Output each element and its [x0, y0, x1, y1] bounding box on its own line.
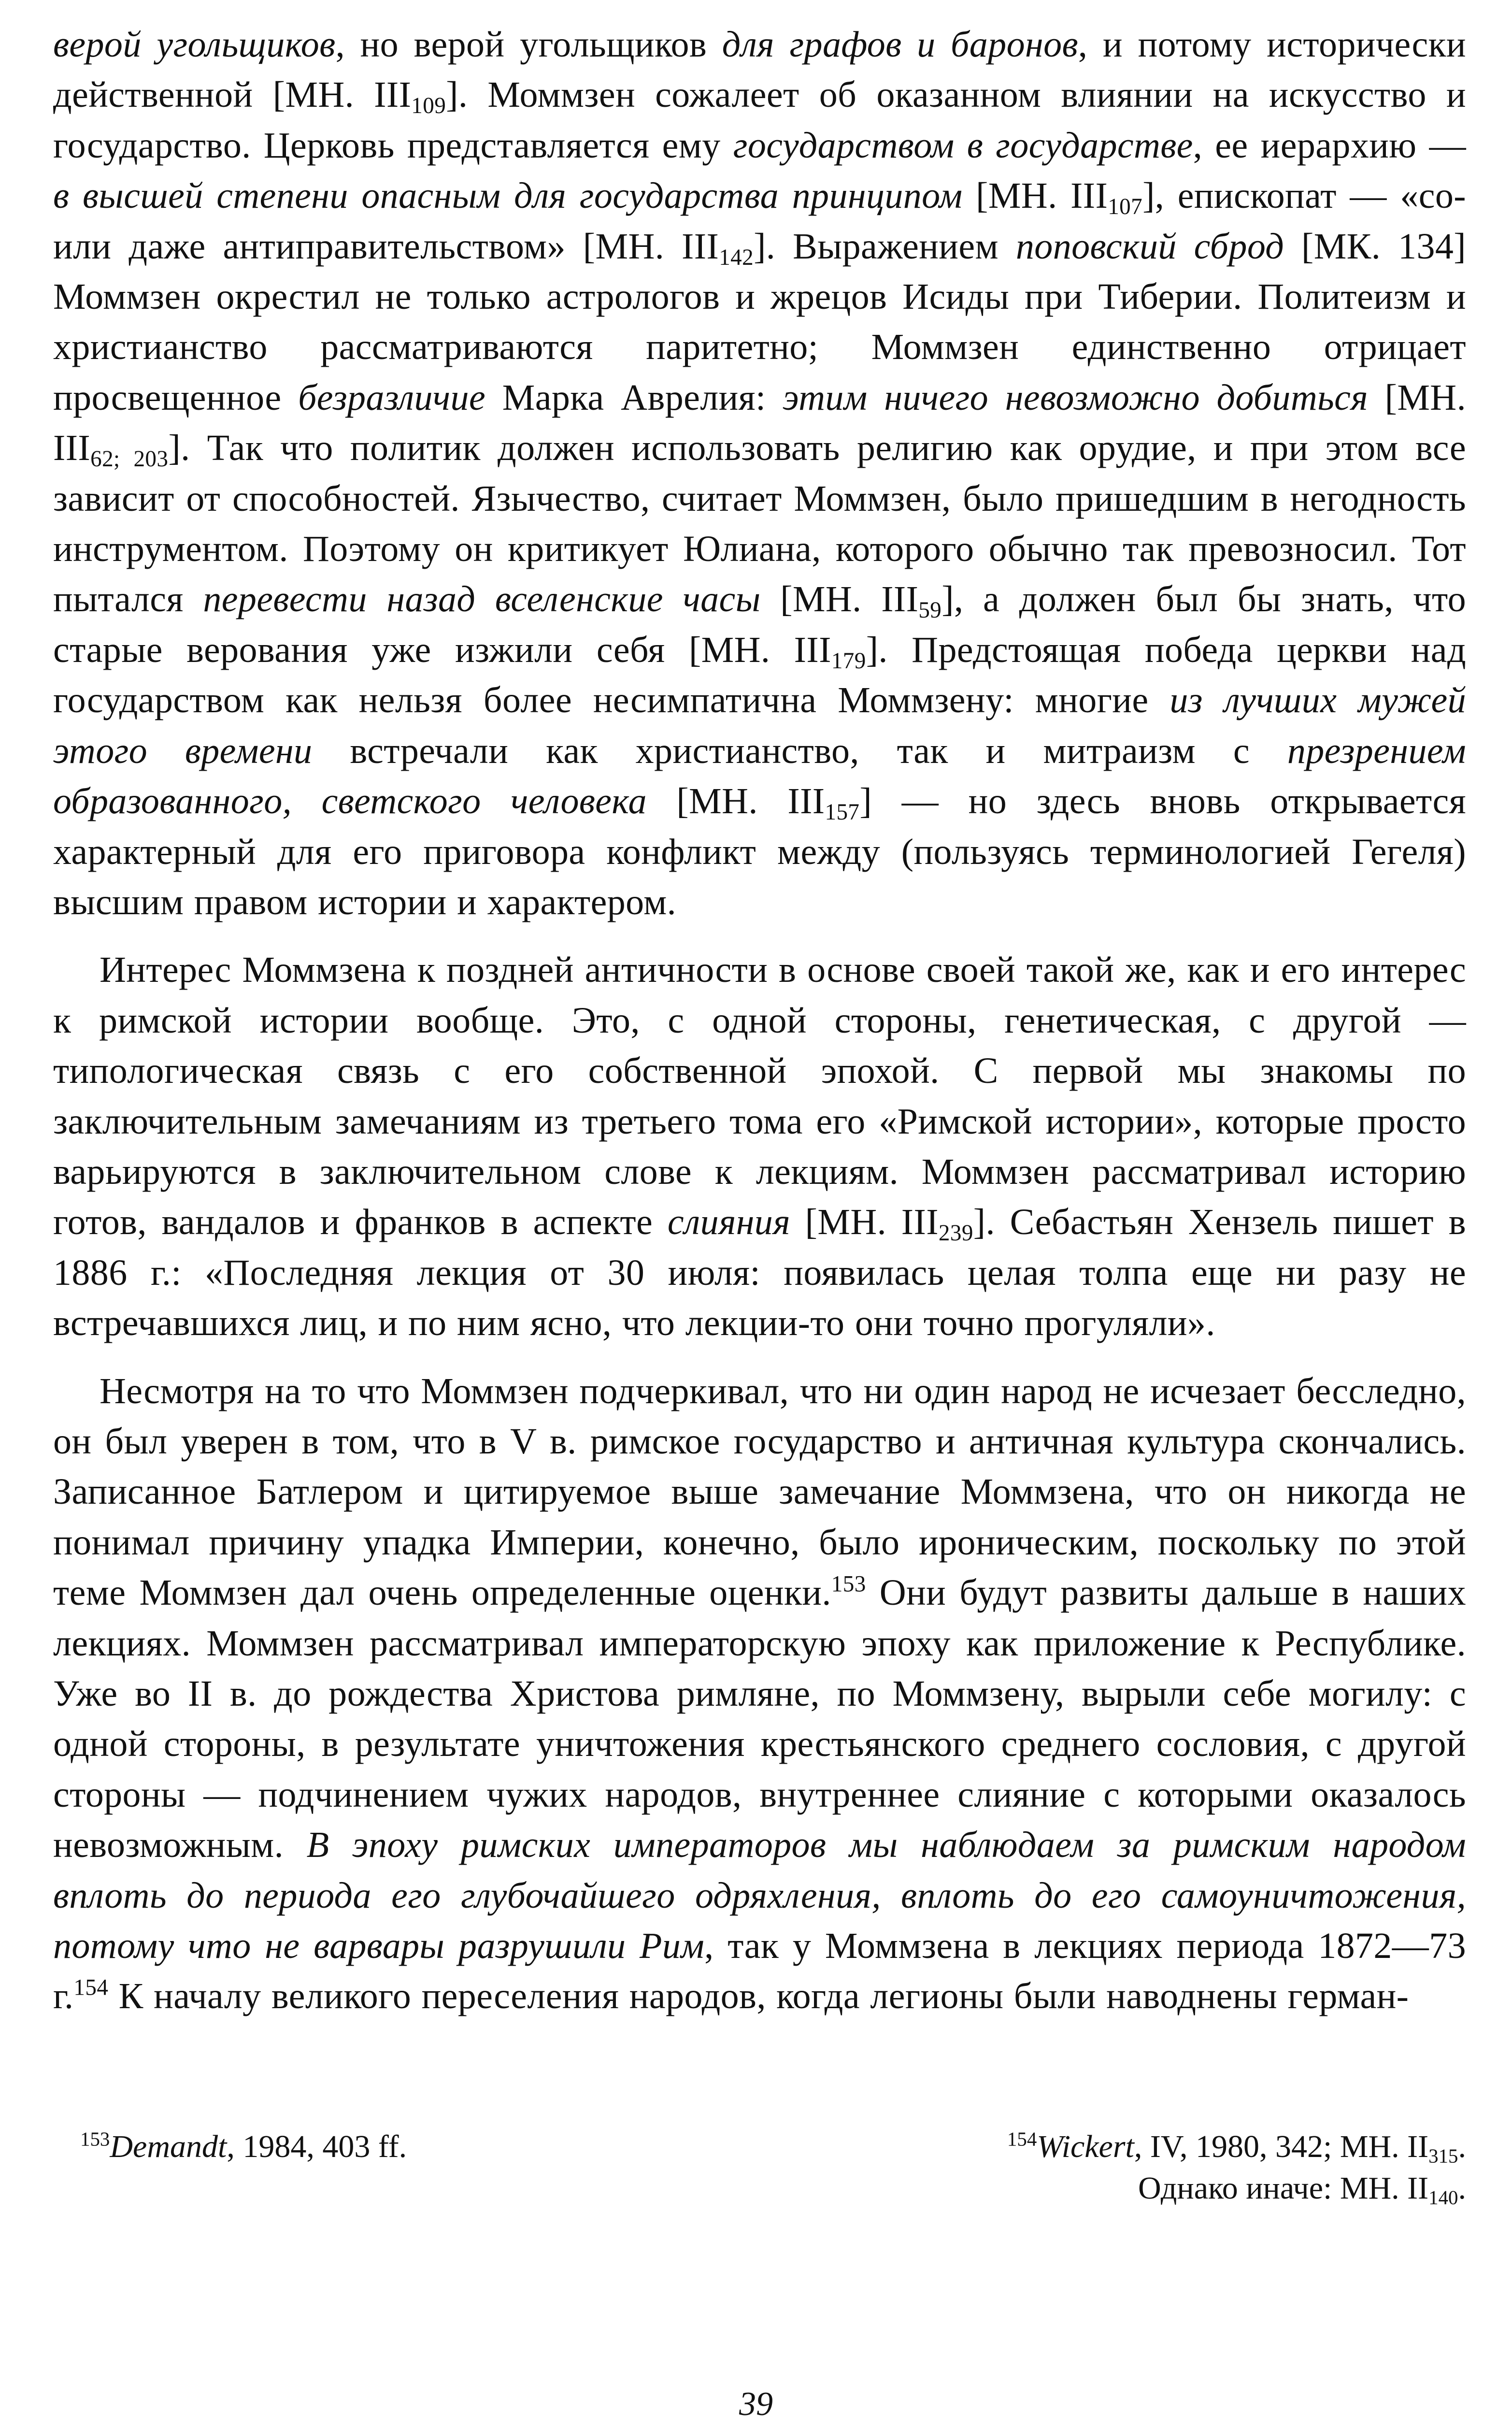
text-run: ], а должен был бы знать, что старые верования уже изжили себя [МН. III	[53, 579, 1466, 670]
footnote-153	[80, 2126, 407, 2168]
paragraph-3	[53, 1366, 1466, 2022]
italic-quote: в высшей степени опасным для государства принципом	[53, 175, 963, 216]
text-run: [МК. 134] Моммзен окрестил не только астрологов и жрецов Исиды при Тиберии. Политеизм и христианство рассматриваются паритетно; Моммзен единственно отрицает просвещенное	[53, 226, 1466, 418]
footnote-154-end: .	[1458, 2129, 1466, 2164]
text-run: [МН. III	[790, 1202, 939, 1243]
footnote-154-author: Wickert	[1037, 2129, 1134, 2164]
text-run: [МН. III	[962, 175, 1108, 216]
text-run: , так у Моммзена в лекциях периода 1872—73 г.	[53, 1926, 1467, 2017]
italic-quote: для графов и баронов	[722, 24, 1078, 65]
citation-subscript: 157	[825, 800, 860, 825]
text-run: ]. Моммзен сожалеет об оказанном влиянии на искусство и государство. Церковь представляется ему	[53, 74, 1466, 166]
italic-quote: этим ничего невозможно добиться	[783, 377, 1368, 418]
footnote-reference: 153	[831, 1571, 866, 1597]
italic-quote: поповский сброд	[1015, 226, 1284, 267]
footnote-154-text: , IV, 1980, 342; МН. II	[1134, 2129, 1429, 2164]
text-run: Несмотря на то что Моммзен подчеркивал, что ни один народ не исчезает бесследно, он был уверен в том, что в V в. римское государство и античная культура скончались. Записанное Батлером и цитируемое выше замечание Моммзена, что он никогда не понимал причину упадка Империи, конечно, было ироническим, поскольку по этой теме Моммзен дал очень определенные оценки.	[53, 1370, 1466, 1613]
citation-subscript: 109	[411, 93, 446, 119]
footnote-153-number: 153	[80, 2128, 110, 2150]
footnote-154-line-2	[804, 2168, 1466, 2209]
italic-quote: из лучших мужей этого времени	[53, 680, 1466, 771]
text-run: ]. Выражением	[754, 226, 1016, 267]
text-run: ]. Себастьян Хензель пишет в 1886 г.: «Последняя лекция от 30 июля: появилась целая толпа еще ни разу не встречавшихся лиц, и по ним ясно, что лекции-то они точно прогуляли».	[53, 1202, 1466, 1344]
footnote-153-text: , 1984, 403 ff.	[227, 2129, 407, 2164]
footnote-154	[804, 2126, 1466, 2209]
footnote-153-author: Demandt	[110, 2129, 227, 2164]
text-run: ]. Так что политик должен использовать религию как орудие, и при этом все зависит от способностей. Язычество, считает Моммзен, было пришедшим в негодность инструментом. Поэтому он критикует Юлиана, которого обычно так превозносил. Тот пытался	[53, 428, 1466, 620]
italic-quote: верой угольщиков	[53, 24, 336, 65]
text-run: , ее иерархию —	[1193, 125, 1466, 166]
text-run: [МН. III	[646, 781, 825, 822]
text-run: , но верой угольщиков	[335, 24, 722, 65]
footnote-154-line-2-text: Однако иначе: МН. II	[1138, 2171, 1429, 2206]
italic-quote: В эпоху римских императоров мы наблюдаем за римским народом вплоть до периода его глубочайшего одряхления, вплоть до его самоуничтожения, потому что не варвары разрушили Рим	[53, 1825, 1466, 1967]
text-run: [МН. III	[760, 579, 919, 620]
citation-subscript: 107	[1108, 194, 1143, 220]
text-run: Они будут развиты дальше в наших лекциях. Моммзен рассматривал императорскую эпоху как приложение к Республике. Уже во II в. до рождества Христова римляне, по Моммзену, вырыли себе могилу: с одной стороны, в результате уничтожения крестьянского среднего сословия, с другой стороны — подчинением чужих народов, внутреннее слияние с которыми оказалось невозможным.	[53, 1572, 1466, 1866]
citation-subscript: 142	[719, 244, 754, 270]
italic-quote: слияния	[667, 1202, 790, 1243]
italic-quote: безразличие	[298, 377, 486, 418]
text-run: ]. Предстоящая победа церкви над государством как нельзя более несимпатична Моммзену: многие	[53, 629, 1467, 721]
text-run: , и потому исторически действенной [МН. III	[53, 24, 1466, 115]
text-run: Интерес Моммзена к поздней античности в основе своей такой же, как и его интерес к римской истории вообще. Это, с одной стороны, генетическая, с другой — типологическая связь с его собственной эпохой. С первой мы знакомы по заключительным замечаниям из третьего тома его «Римской истории», которые просто варьируются в заключительном слове к лекциям. Моммзен рассматривал историю готов, вандалов и франков в аспекте	[53, 949, 1466, 1243]
citation-subscript: 59	[918, 598, 942, 623]
italic-quote: перевести назад вселенские часы	[203, 579, 761, 620]
text-run: [МН. III	[53, 377, 1466, 469]
text-run: Марка Аврелия:	[485, 377, 783, 418]
text-run: ], епископат — «со- или даже антиправительством» [МН. III	[53, 175, 1467, 267]
footnote-154-sub: 315	[1428, 2145, 1458, 2167]
text-run: К началу великого переселения народов, когда легионы были наводнены герман-	[108, 1976, 1409, 2017]
paragraph-2	[53, 945, 1466, 1348]
text-run: ] — но здесь вновь открывается характерный для его приговора конфликт между (пользуясь терминологией Гегеля) высшим правом истории и характером.	[53, 781, 1466, 922]
footnote-reference: 154	[73, 1975, 109, 2001]
italic-quote: государством в государстве	[733, 125, 1193, 166]
italic-quote: презрением образованного, светского человека	[53, 730, 1466, 822]
page-number: 39	[739, 2386, 773, 2416]
footnote-154-number: 154	[1007, 2128, 1037, 2150]
footnote-154-line-2-end: .	[1458, 2171, 1466, 2206]
citation-subscript: 179	[831, 648, 866, 674]
citation-subscript: 239	[938, 1221, 973, 1246]
paragraph-1	[53, 19, 1466, 927]
main-text	[53, 19, 1466, 2022]
citation-subscript: 62; 203	[90, 446, 169, 472]
text-run: встречали как христианство, так и митраизм с	[312, 730, 1287, 771]
footnote-154-line-1	[804, 2126, 1466, 2168]
footnote-154-line-2-sub: 140	[1428, 2186, 1458, 2209]
